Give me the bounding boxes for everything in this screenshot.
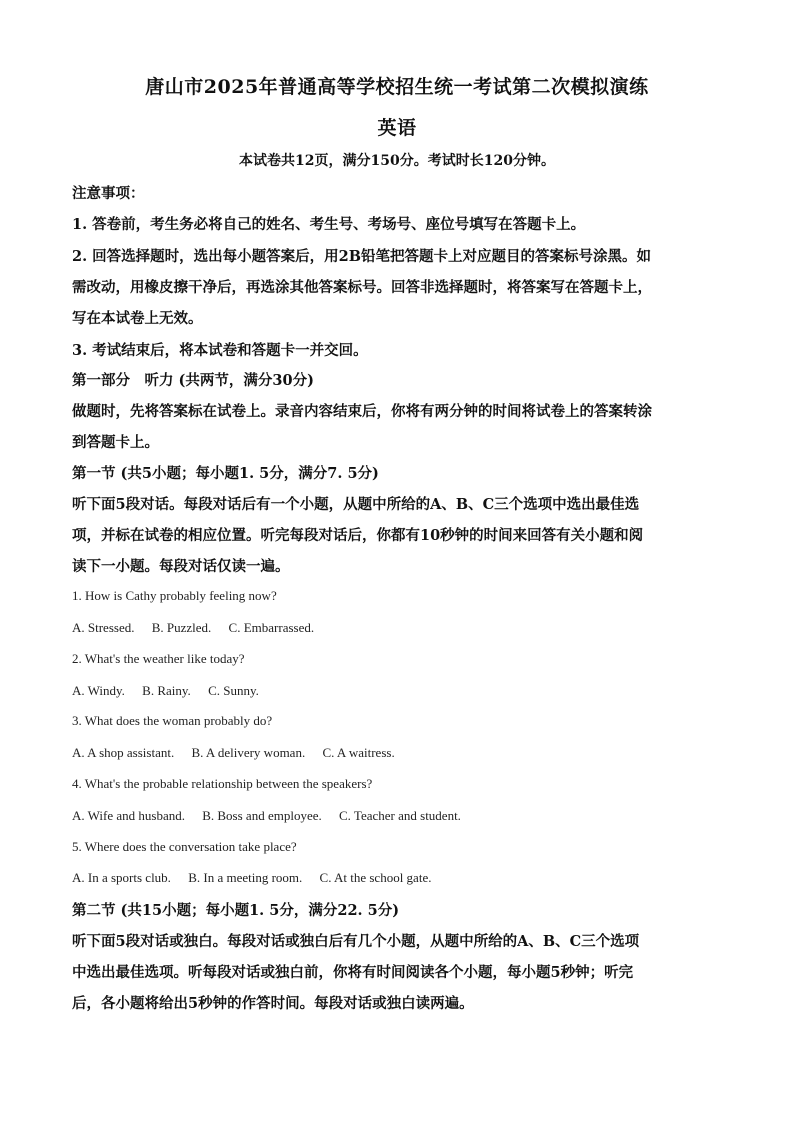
section2-intro-line-2: 中选出最佳选项。听每段对话或独白前，你将有时间阅读各个小题，每小题5秒钟；听完 bbox=[72, 964, 634, 981]
option-c: C. Teacher and student. bbox=[338, 808, 461, 823]
question-2: 2. What's the weather like today? bbox=[72, 651, 245, 666]
subject-title: 英语 bbox=[377, 117, 417, 139]
note-1: 1. 答卷前，考生务必将自己的姓名、考生号、考场号、座位号填写在答题卡上。 bbox=[72, 216, 586, 233]
option-a: A. In a sports club. bbox=[72, 870, 171, 885]
part1-intro-line-1: 做题时，先将答案标在试卷上。录音内容结束后，你将有两分钟的时间将试卷上的答案转涂 bbox=[72, 403, 652, 420]
option-a: A. Wife and husband. bbox=[72, 808, 185, 823]
question-3-options bbox=[72, 745, 409, 761]
section1-intro-line-2: 项，并标在试卷的相应位置。听完每段对话后，你都有10秒钟的时间来回答有关小题和阅 bbox=[72, 527, 644, 544]
question-3: 3. What does the woman probably do? bbox=[72, 713, 273, 728]
section1-intro-line-1: 听下面5段对话。每段对话后有一个小题，从题中所给的A、B、C三个选项中选出最佳选 bbox=[72, 496, 640, 513]
section2-intro-line-3: 后，各小题将给出5秒钟的作答时间。每段对话或独白读两遍。 bbox=[72, 995, 474, 1012]
question-1: 1. How is Cathy probably feeling now? bbox=[72, 588, 277, 603]
option-b: B. In a meeting room. bbox=[188, 870, 303, 885]
question-1-options bbox=[72, 620, 328, 636]
option-a: A. A shop assistant. bbox=[72, 745, 175, 760]
exam-info: 本试卷共12页，满分150分。考试时长120分钟。 bbox=[239, 153, 555, 169]
option-b: B. Boss and employee. bbox=[202, 808, 322, 823]
part1-intro-line-2: 到答题卡上。 bbox=[72, 434, 159, 451]
exam-title: 唐山市2025年普通高等学校招生统一考试第二次模拟演练 bbox=[145, 76, 649, 98]
section2-heading: 第二节 (共15小题；每小题1. 5分，满分22. 5分) bbox=[72, 902, 400, 919]
option-c: C. Embarrassed. bbox=[228, 620, 315, 635]
option-b: B. Rainy. bbox=[142, 683, 191, 698]
option-a: A. Stressed. bbox=[72, 620, 135, 635]
section1-heading: 第一节 (共5小题；每小题1. 5分，满分7. 5分) bbox=[72, 465, 379, 482]
question-4-options bbox=[72, 808, 475, 824]
part1-heading: 第一部分 听力 (共两节，满分30分) bbox=[72, 372, 314, 389]
option-c: C. A waitress. bbox=[322, 745, 395, 760]
section2-intro-line-1: 听下面5段对话或独白。每段对话或独白后有几个小题，从题中所给的A、B、C三个选项 bbox=[72, 933, 640, 950]
option-b: B. Puzzled. bbox=[151, 620, 212, 635]
note-3: 3. 考试结束后，将本试卷和答题卡一并交回。 bbox=[72, 342, 368, 359]
question-5: 5. Where does the conversation take place? bbox=[72, 839, 297, 854]
question-5-options bbox=[72, 870, 445, 886]
note-2-line-2: 需改动，用橡皮擦干净后，再选涂其他答案标号。回答非选择题时，将答案写在答题卡上， bbox=[72, 279, 652, 296]
question-4: 4. What's the probable relationship between the speakers? bbox=[72, 776, 373, 791]
section1-intro-line-3: 读下一小题。每段对话仅读一遍。 bbox=[72, 558, 290, 575]
question-2-options bbox=[72, 683, 273, 699]
option-a: A. Windy. bbox=[72, 683, 125, 698]
option-c: C. Sunny. bbox=[208, 683, 259, 698]
note-2-line-1: 2. 回答选择题时，选出每小题答案后，用2B铅笔把答题卡上对应题目的答案标号涂黑。如 bbox=[72, 248, 652, 265]
option-b: B. A delivery woman. bbox=[191, 745, 306, 760]
note-2-line-3: 写在本试卷上无效。 bbox=[72, 310, 203, 327]
option-c: C. At the school gate. bbox=[319, 870, 432, 885]
notes-heading: 注意事项： bbox=[72, 185, 145, 202]
